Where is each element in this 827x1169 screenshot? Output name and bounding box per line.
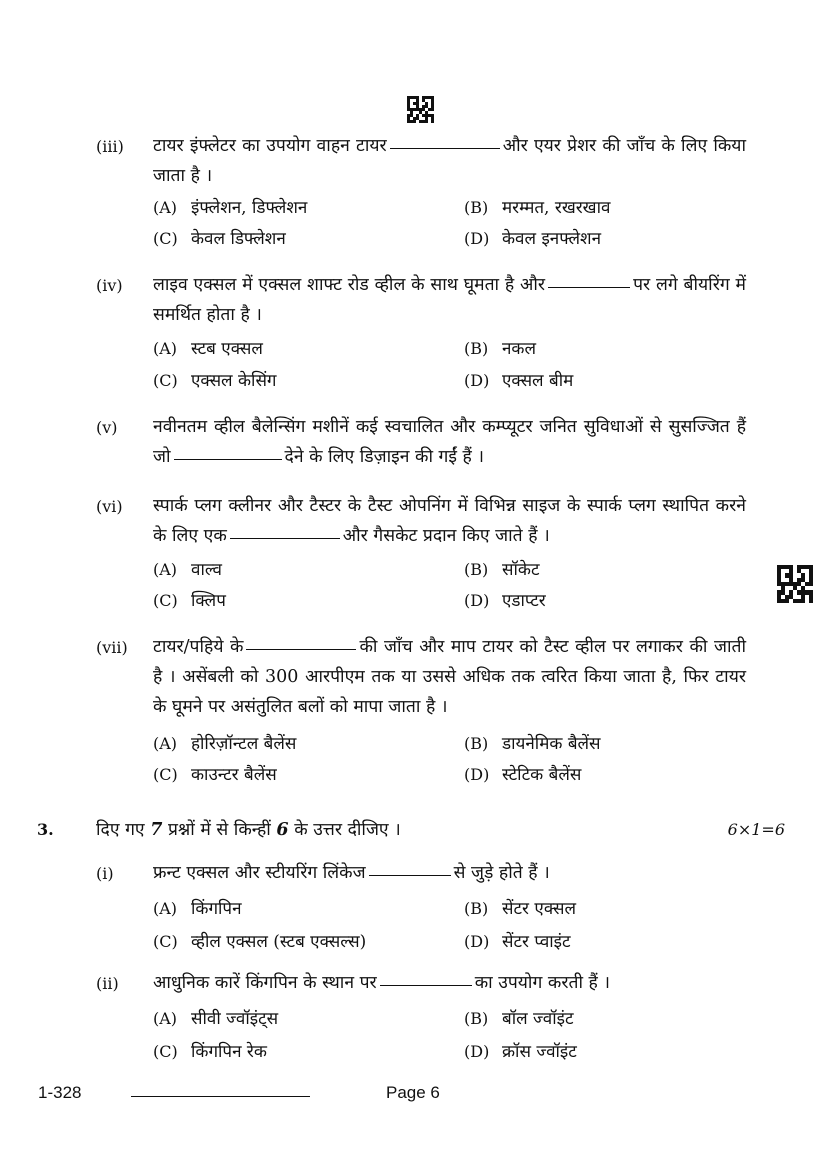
question-text: टायर/पहिये के की जाँच और माप टायर को टैस्ट व्हील पर लगाकर की जाती है । असेंबली को 300 आरपीएम तक या उससे अधिक तक त्वरित किया जाता है, फिर टायर के घूमने पर असंतुलित बलों को मापा जाता है ।: [153, 637, 747, 717]
question-text: आधुनिक कारें किंगपिन के स्थान पर का उपयोग करती हैं ।: [153, 973, 611, 993]
option-c: (C) केवल डिफ्लेशन: [153, 229, 286, 249]
option-c: (C) व्हील एक्सल (स्टब एक्सल्स): [153, 932, 367, 952]
question-number: (vii): [96, 638, 128, 657]
answer-blank: [230, 537, 340, 539]
option-c: (C) क्लिप: [153, 591, 226, 611]
section-instruction: दिए गए 7 प्रश्नों में से किन्हीं 6 के उत्तर दीजिए ।: [96, 820, 401, 840]
section-number: 3.: [37, 820, 54, 839]
option-c: (C) किंगपिन रेक: [153, 1042, 267, 1062]
section-marks: 6×1=6: [727, 820, 785, 839]
answer-blank: [548, 286, 630, 288]
option-a: (A) सीवी ज्वॉइंट्स: [153, 1009, 279, 1029]
question-number: (i): [96, 864, 114, 883]
option-a: (A) स्टब एक्सल: [153, 339, 263, 359]
option-a: (A) होरिज़ॉन्टल बैलेंस: [153, 734, 297, 754]
question-text: फ्रन्ट एक्सल और स्टीयरिंग लिंकेज से जुड़े होते हैं ।: [153, 863, 550, 883]
footer-divider: [131, 1096, 310, 1097]
option-b: (B) नकल: [464, 339, 537, 359]
page-number: Page 6: [386, 1083, 440, 1102]
question-text: लाइव एक्सल में एक्सल शाफ्ट रोड व्हील के साथ घूमता है और पर लगे बीयरिंग में समर्थित होता है ।: [153, 275, 747, 325]
option-b: (B) डायनेमिक बैलेंस: [464, 734, 601, 754]
option-d: (D) क्रॉस ज्वॉइंट: [464, 1042, 577, 1062]
question-number: (iv): [96, 276, 123, 295]
answer-blank: [380, 984, 472, 986]
question-text: टायर इंफ्लेटर का उपयोग वाहन टायर और एयर प्रेशर की जाँच के लिए किया जाता है ।: [153, 136, 746, 186]
question-number: (vi): [96, 497, 123, 516]
option-d: (D) एक्सल बीम: [464, 371, 574, 391]
answer-blank: [369, 874, 451, 876]
question-text: स्पार्क प्लग क्लीनर और टैस्टर के टैस्ट ओपनिंग में विभिन्न साइज के स्पार्क प्लग स्थापित करने के लिए एक और गैसकेट प्रदान किए जाते हैं ।: [153, 496, 746, 546]
option-b: (B) मरम्मत, रखरखाव: [464, 198, 611, 218]
option-d: (D) केवल इनफ्लेशन: [464, 229, 602, 249]
option-d: (D) स्टेटिक बैलेंस: [464, 765, 582, 785]
option-a: (A) किंगपिन: [153, 899, 242, 919]
option-d: (D) एडाप्टर: [464, 591, 546, 611]
answer-blank: [174, 458, 282, 460]
answer-blank: [246, 648, 356, 650]
option-b: (B) सॉकेट: [464, 560, 540, 580]
option-c: (C) काउन्टर बैलेंस: [153, 765, 277, 785]
question-number: (ii): [96, 974, 119, 993]
qr-code-side: [777, 565, 813, 603]
question-number: (v): [96, 418, 118, 437]
question-text: नवीनतम व्हील बैलेन्सिंग मशीनें कई स्वचालित और कम्प्यूटर जनित सुविधाओं से सुसज्जित हैं जो देने के लिए डिज़ाइन की गईं हैं ।: [153, 417, 746, 467]
option-a: (A) वाल्व: [153, 560, 222, 580]
question-number: (iii): [96, 137, 124, 156]
qr-code-top: [407, 96, 434, 123]
paper-code: 1-328: [38, 1083, 82, 1102]
option-a: (A) इंफ्लेशन, डिफ्लेशन: [153, 198, 308, 218]
answer-blank: [390, 147, 500, 149]
option-c: (C) एक्सल केसिंग: [153, 371, 277, 391]
option-d: (D) सेंटर प्वाइंट: [464, 932, 571, 952]
option-b: (B) सेंटर एक्सल: [464, 899, 576, 919]
option-b: (B) बॉल ज्वॉइंट: [464, 1009, 574, 1029]
